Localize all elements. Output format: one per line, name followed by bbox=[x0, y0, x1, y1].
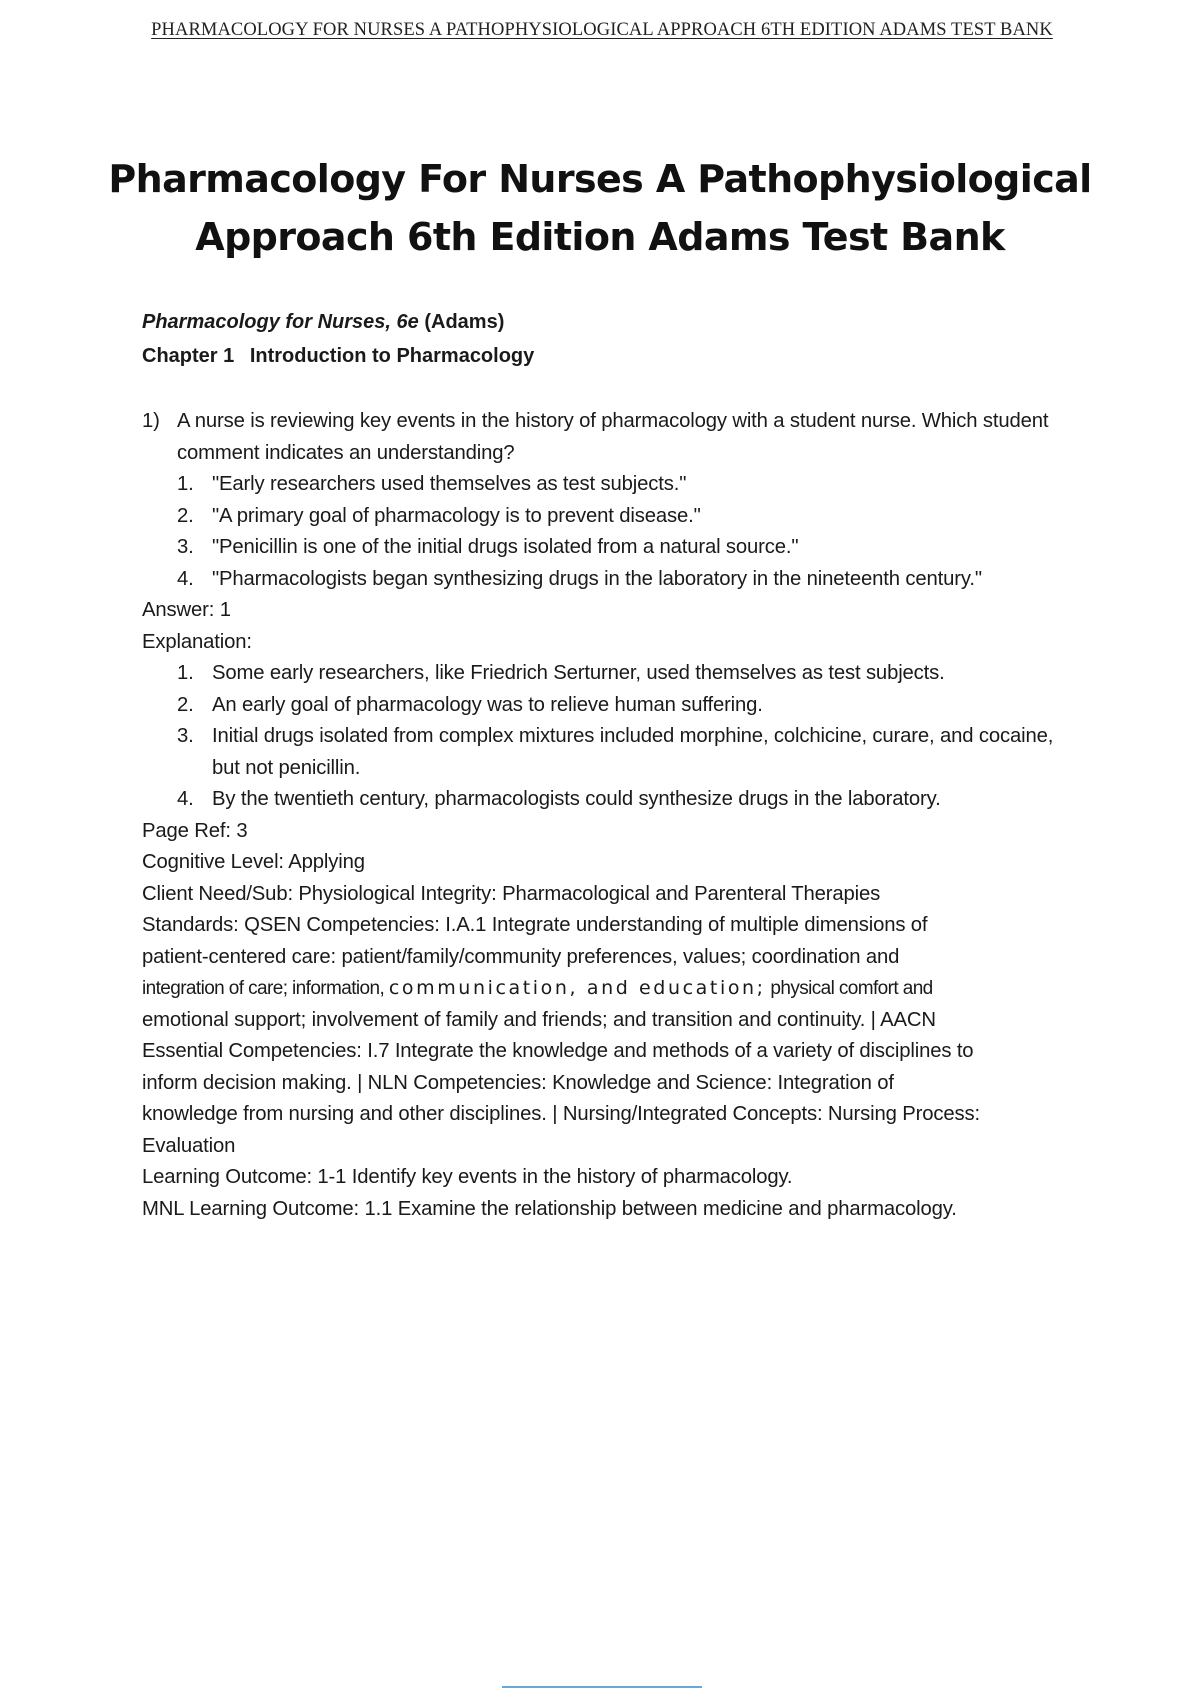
question-stem-row bbox=[142, 406, 1062, 469]
option-text: "Pharmacologists began synthesizing drugs in the laboratory in the nineteenth century." bbox=[212, 567, 982, 590]
answer-key: Answer: 1 bbox=[142, 599, 231, 621]
answer-option bbox=[142, 501, 1062, 533]
standards-text: physical comfort and bbox=[765, 978, 933, 999]
standards bbox=[142, 910, 1062, 1162]
option-text: "Penicillin is one of the initial drugs isolated from a natural source." bbox=[212, 536, 799, 558]
standards-line: inform decision making. | NLN Competencies: Knowledge and Science: Integration of bbox=[142, 1071, 894, 1094]
learning-outcome: Learning Outcome: 1-1 Identify key events in the history of pharmacology. bbox=[142, 1166, 793, 1188]
standards-line: Essential Competencies: I.7 Integrate the knowledge and methods of a variety of disciplines to bbox=[142, 1040, 974, 1062]
question-block bbox=[142, 406, 1062, 1225]
option-text: "Early researchers used themselves as test subjects." bbox=[212, 473, 687, 495]
explanation-number: 4. bbox=[177, 788, 194, 810]
explanation-text: An early goal of pharmacology was to relieve human suffering. bbox=[212, 693, 763, 716]
book-name: Pharmacology for Nurses, 6e bbox=[142, 311, 419, 333]
option-number: 4. bbox=[177, 567, 194, 590]
standards-line: knowledge from nursing and other disciplines. | Nursing/Integrated Concepts: Nursing Process: bbox=[142, 1103, 980, 1125]
answer-option bbox=[142, 532, 1062, 564]
chapter-meta bbox=[142, 305, 534, 373]
explanation-text: Initial drugs isolated from complex mixtures included morphine, colchicine, curare, and cocaine, but not penicillin. bbox=[212, 725, 1054, 779]
cognitive-level: Cognitive Level: Applying bbox=[142, 851, 365, 873]
chapter-name: Introduction to Pharmacology bbox=[249, 345, 535, 367]
standards-text: integration of care; information, bbox=[142, 978, 389, 999]
option-text: "A primary goal of pharmacology is to prevent disease." bbox=[212, 504, 701, 527]
standards-line: emotional support; involvement of family and friends; and transition and continuity. | AACN bbox=[142, 1008, 936, 1031]
explanation-number: 3. bbox=[177, 725, 194, 747]
document-title-line-1: Pharmacology For Nurses A Pathophysiological bbox=[108, 157, 1092, 201]
question-number: 1) bbox=[142, 410, 160, 432]
document-title-line-2: Approach 6th Edition Adams Test Bank bbox=[195, 215, 1005, 259]
chapter-number: Chapter 1 bbox=[142, 345, 235, 367]
footer-divider bbox=[502, 1686, 702, 1688]
explanation-number: 1. bbox=[177, 662, 194, 684]
explanation-item bbox=[142, 721, 1062, 784]
running-header: PHARMACOLOGY FOR NURSES A PATHOPHYSIOLOGICAL APPROACH 6TH EDITION ADAMS TEST BANK bbox=[151, 20, 1053, 40]
client-need: Client Need/Sub: Physiological Integrity: Pharmacological and Parenteral Therapies bbox=[142, 882, 881, 905]
standards-line: patient-centered care: patient/family/community preferences, values; coordination and bbox=[142, 945, 900, 968]
explanation-text: Some early researchers, like Friedrich Serturner, used themselves as test subjects. bbox=[212, 662, 945, 684]
mnl-learning-outcome: MNL Learning Outcome: 1.1 Examine the relationship between medicine and pharmacology. bbox=[142, 1197, 957, 1220]
standards-line bbox=[142, 973, 1062, 1005]
page-reference: Page Ref: 3 bbox=[142, 819, 248, 842]
option-number: 2. bbox=[177, 504, 194, 527]
standards-line: Evaluation bbox=[142, 1134, 236, 1157]
option-number: 1. bbox=[177, 473, 194, 495]
question-stem: A nurse is reviewing key events in the history of pharmacology with a student nurse. Which student comment indicates an understanding? bbox=[177, 410, 1049, 464]
answer-option bbox=[142, 469, 1062, 501]
explanation-item bbox=[142, 784, 1062, 816]
option-number: 3. bbox=[177, 536, 194, 558]
explanation-item bbox=[142, 658, 1062, 690]
book-author: (Adams) bbox=[424, 311, 505, 333]
explanation-text: By the twentieth century, pharmacologists could synthesize drugs in the laboratory. bbox=[212, 788, 941, 810]
standards-text: communication, and education; bbox=[388, 977, 766, 999]
answer-option bbox=[142, 564, 1062, 596]
book-citation bbox=[142, 305, 534, 339]
chapter-heading bbox=[142, 339, 534, 373]
document-title bbox=[100, 150, 1100, 266]
explanation-item bbox=[142, 690, 1062, 722]
standards-line: Standards: QSEN Competencies: I.A.1 Integrate understanding of multiple dimensions of bbox=[142, 914, 928, 936]
explanation-label: Explanation: bbox=[142, 630, 252, 653]
explanation-number: 2. bbox=[177, 693, 194, 716]
